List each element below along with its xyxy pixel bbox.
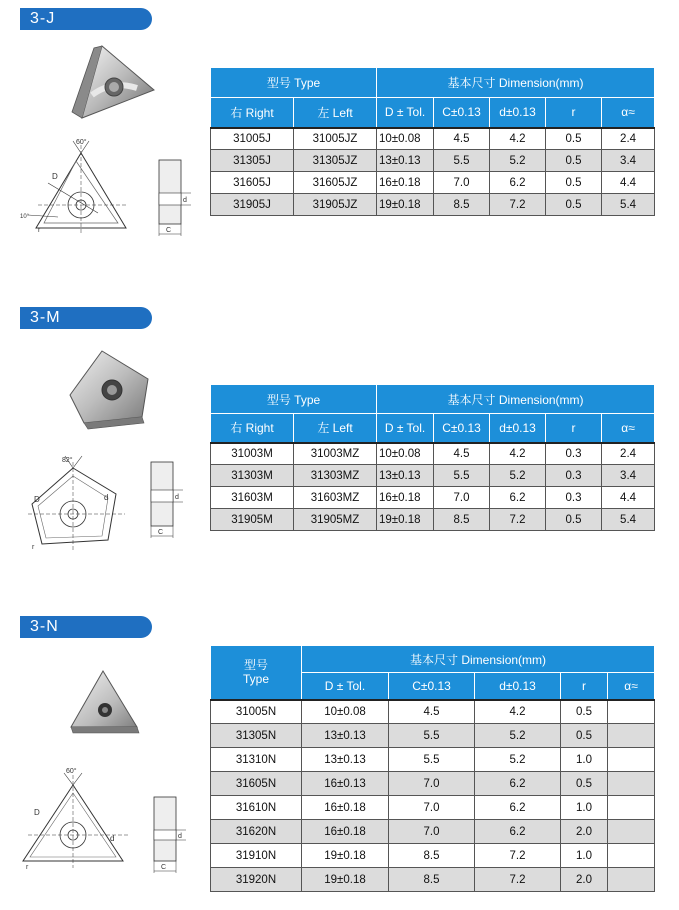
header-type: 型号 Type xyxy=(211,68,377,98)
table-cell: 8.5 xyxy=(389,868,475,892)
table-cell: 1.0 xyxy=(561,796,608,820)
table-cell: 31603MZ xyxy=(294,487,377,509)
header-right: 右 Right xyxy=(211,98,294,128)
insert-3n-photo xyxy=(65,665,145,740)
table-row xyxy=(211,748,655,772)
header-type: 型号 Type xyxy=(211,646,302,700)
table-cell: 5.2 xyxy=(490,465,546,487)
label-d: d xyxy=(175,494,179,501)
header-c: C±0.13 xyxy=(434,98,490,128)
table-cell: 6.2 xyxy=(490,487,546,509)
table-cell: 0.5 xyxy=(561,772,608,796)
table-row xyxy=(211,844,655,868)
header-type: 型号 Type xyxy=(211,385,377,414)
table-cell: 31620N xyxy=(211,820,302,844)
table-3m-body xyxy=(211,443,655,531)
table-cell: 16±0.18 xyxy=(302,796,389,820)
table-cell: 7.0 xyxy=(434,487,490,509)
table-row xyxy=(211,820,655,844)
table-cell: 5.5 xyxy=(389,724,475,748)
table-cell: 19±0.18 xyxy=(377,509,434,531)
table-cell: 16±0.18 xyxy=(377,172,434,194)
table-cell: 31305JZ xyxy=(294,150,377,172)
table-row xyxy=(211,700,655,724)
table-3n xyxy=(210,645,655,892)
insert-3n-topview-drawing xyxy=(18,763,133,873)
table-row xyxy=(211,796,655,820)
table-cell: 7.2 xyxy=(475,844,561,868)
table-cell: 7.0 xyxy=(434,172,490,194)
table-cell: 31610N xyxy=(211,796,302,820)
table-cell: 31905JZ xyxy=(294,194,377,216)
table-cell: 31005N xyxy=(211,700,302,724)
insert-3m-sideview-drawing xyxy=(145,460,187,542)
header-r: r xyxy=(546,98,602,128)
table-cell xyxy=(608,772,655,796)
table-cell: 4.5 xyxy=(434,443,490,465)
insert-3j-sideview-drawing xyxy=(153,158,195,240)
header-dimension: 基本尺寸 Dimension(mm) xyxy=(302,646,655,673)
table-cell: 3.4 xyxy=(602,150,655,172)
header-r: r xyxy=(561,673,608,700)
table-cell: 16±0.13 xyxy=(302,772,389,796)
label-C: C xyxy=(158,529,164,536)
table-cell: 31905MZ xyxy=(294,509,377,531)
table-cell: 31920N xyxy=(211,868,302,892)
table-3n-body xyxy=(211,700,655,892)
table-cell: 31303MZ xyxy=(294,465,377,487)
label-d: d xyxy=(104,493,109,502)
table-cell: 13±0.13 xyxy=(377,465,434,487)
table-cell: 4.2 xyxy=(490,443,546,465)
label-angle: 60° xyxy=(76,139,87,146)
table-cell: 8.5 xyxy=(434,509,490,531)
table-cell: 10±0.08 xyxy=(377,128,434,150)
table-cell: 31905J xyxy=(211,194,294,216)
header-dimension: 基本尺寸 Dimension(mm) xyxy=(377,385,655,414)
table-cell: 6.2 xyxy=(475,820,561,844)
label-C: C xyxy=(166,227,172,234)
table-cell: 1.0 xyxy=(561,748,608,772)
label-D: D xyxy=(52,172,58,181)
table-cell: 16±0.18 xyxy=(377,487,434,509)
table-cell: 8.5 xyxy=(434,194,490,216)
header-alpha: α≈ xyxy=(602,98,655,128)
label-d: d xyxy=(110,834,115,843)
table-cell xyxy=(608,748,655,772)
table-cell xyxy=(608,820,655,844)
header-alpha: α≈ xyxy=(602,414,655,443)
header-d-small: d±0.13 xyxy=(490,98,546,128)
table-3m xyxy=(210,384,655,531)
label-D: D xyxy=(34,495,40,504)
table-cell xyxy=(608,844,655,868)
table-cell: 7.0 xyxy=(389,772,475,796)
header-left: 左 Left xyxy=(294,98,377,128)
table-cell: 0.3 xyxy=(546,443,602,465)
table-cell: 31005JZ xyxy=(294,128,377,150)
table-cell: 13±0.13 xyxy=(302,748,389,772)
header-alpha: α≈ xyxy=(608,673,655,700)
section-tab-3j: 3-J xyxy=(20,8,152,30)
table-cell: 5.2 xyxy=(475,748,561,772)
insert-3m-photo xyxy=(62,345,157,430)
header-dimension: 基本尺寸 Dimension(mm) xyxy=(377,68,655,98)
label-D: D xyxy=(34,808,40,817)
table-row xyxy=(211,128,655,150)
table-cell: 10±0.08 xyxy=(377,443,434,465)
table-cell: 5.2 xyxy=(475,724,561,748)
header-c: C±0.13 xyxy=(434,414,490,443)
table-cell: 31005J xyxy=(211,128,294,150)
table-cell: 31910N xyxy=(211,844,302,868)
label-d: d xyxy=(183,197,187,204)
table-cell: 5.5 xyxy=(389,748,475,772)
insert-3j-topview-drawing xyxy=(18,135,133,235)
table-3j-body xyxy=(211,128,655,216)
table-cell: 7.0 xyxy=(389,796,475,820)
table-cell: 19±0.18 xyxy=(302,844,389,868)
label-10deg: 10° xyxy=(20,214,30,220)
table-row xyxy=(211,194,655,216)
header-left: 左 Left xyxy=(294,414,377,443)
label-d: d xyxy=(178,833,182,840)
label-C: C xyxy=(161,864,167,871)
table-cell: 1.0 xyxy=(561,844,608,868)
header-c: C±0.13 xyxy=(389,673,475,700)
table-cell: 31605J xyxy=(211,172,294,194)
table-cell: 31905M xyxy=(211,509,294,531)
table-row xyxy=(211,772,655,796)
table-cell: 0.5 xyxy=(546,128,602,150)
table-row xyxy=(211,487,655,509)
section-tab-3n: 3-N xyxy=(20,616,152,638)
table-cell xyxy=(608,796,655,820)
table-cell: 31003M xyxy=(211,443,294,465)
table-cell: 4.5 xyxy=(389,700,475,724)
table-cell: 5.5 xyxy=(434,150,490,172)
table-cell: 31305J xyxy=(211,150,294,172)
table-cell: 31310N xyxy=(211,748,302,772)
table-cell: 7.0 xyxy=(389,820,475,844)
table-cell: 31605N xyxy=(211,772,302,796)
header-d-tol: D ± Tol. xyxy=(302,673,389,700)
label-r: r xyxy=(38,227,41,234)
table-cell: 0.5 xyxy=(561,724,608,748)
table-cell: 8.5 xyxy=(389,844,475,868)
table-cell: 6.2 xyxy=(475,772,561,796)
table-cell: 31305N xyxy=(211,724,302,748)
header-d-tol: D ± Tol. xyxy=(377,414,434,443)
table-cell: 5.4 xyxy=(602,509,655,531)
table-cell: 31603M xyxy=(211,487,294,509)
table-cell: 7.2 xyxy=(475,868,561,892)
table-cell: 2.4 xyxy=(602,128,655,150)
insert-3n-sideview-drawing xyxy=(148,795,190,877)
table-cell: 31003MZ xyxy=(294,443,377,465)
table-cell: 31303M xyxy=(211,465,294,487)
table-cell: 5.5 xyxy=(434,465,490,487)
header-d-small: d±0.13 xyxy=(490,414,546,443)
table-row xyxy=(211,172,655,194)
table-cell xyxy=(608,724,655,748)
table-cell: 2.0 xyxy=(561,820,608,844)
table-cell: 0.5 xyxy=(546,194,602,216)
table-3j xyxy=(210,67,655,216)
table-cell: 0.3 xyxy=(546,465,602,487)
table-cell: 0.5 xyxy=(546,150,602,172)
table-cell: 5.2 xyxy=(490,150,546,172)
table-row xyxy=(211,868,655,892)
label-r: r xyxy=(26,864,29,871)
table-cell: 4.4 xyxy=(602,172,655,194)
table-cell: 16±0.18 xyxy=(302,820,389,844)
table-cell: 5.4 xyxy=(602,194,655,216)
header-d-small: d±0.13 xyxy=(475,673,561,700)
table-cell: 4.2 xyxy=(490,128,546,150)
table-cell: 0.5 xyxy=(546,509,602,531)
header-d-tol: D ± Tol. xyxy=(377,98,434,128)
table-cell: 19±0.18 xyxy=(377,194,434,216)
insert-3j-photo xyxy=(62,40,157,125)
header-right: 右 Right xyxy=(211,414,294,443)
table-cell: 3.4 xyxy=(602,465,655,487)
header-r: r xyxy=(546,414,602,443)
table-row xyxy=(211,443,655,465)
table-cell xyxy=(608,700,655,724)
label-angle: 82° xyxy=(62,457,73,464)
table-cell: 0.3 xyxy=(546,487,602,509)
table-cell: 2.0 xyxy=(561,868,608,892)
table-cell xyxy=(608,868,655,892)
table-row xyxy=(211,465,655,487)
table-cell: 0.5 xyxy=(546,172,602,194)
table-cell: 4.5 xyxy=(434,128,490,150)
table-cell: 19±0.18 xyxy=(302,868,389,892)
table-row xyxy=(211,724,655,748)
label-angle: 60° xyxy=(66,768,77,775)
section-tab-3m: 3-M xyxy=(20,307,152,329)
table-cell: 13±0.13 xyxy=(377,150,434,172)
insert-3m-topview-drawing xyxy=(20,452,135,552)
table-cell: 7.2 xyxy=(490,509,546,531)
label-r: r xyxy=(32,544,35,551)
table-cell: 13±0.13 xyxy=(302,724,389,748)
table-row xyxy=(211,150,655,172)
table-cell: 4.4 xyxy=(602,487,655,509)
table-cell: 2.4 xyxy=(602,443,655,465)
table-row xyxy=(211,509,655,531)
table-cell: 4.2 xyxy=(475,700,561,724)
table-cell: 0.5 xyxy=(561,700,608,724)
table-cell: 10±0.08 xyxy=(302,700,389,724)
table-cell: 31605JZ xyxy=(294,172,377,194)
table-cell: 7.2 xyxy=(490,194,546,216)
table-cell: 6.2 xyxy=(490,172,546,194)
table-cell: 6.2 xyxy=(475,796,561,820)
